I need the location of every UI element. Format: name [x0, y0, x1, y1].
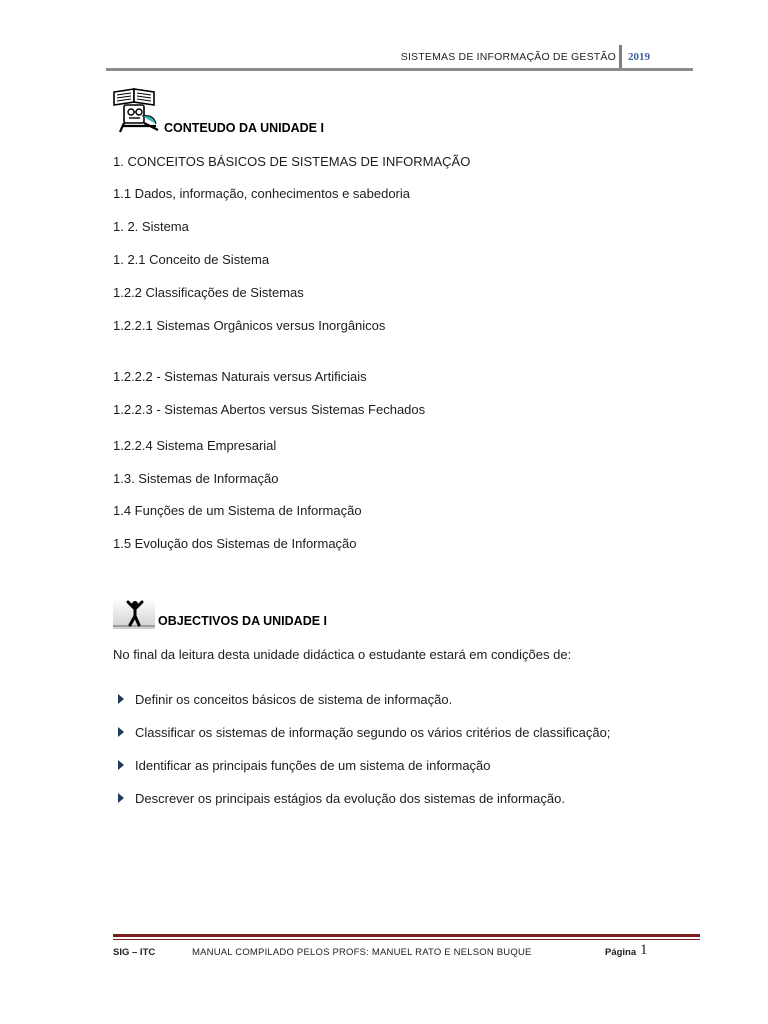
toc-item: 1. 2.1 Conceito de Sistema — [113, 252, 270, 267]
footer-rule-thin — [113, 939, 700, 940]
toc-item: 1.5 Evolução dos Sistemas de Informação — [113, 536, 357, 551]
toc-item: 1.3. Sistemas de Informação — [113, 471, 279, 486]
header-separator — [619, 45, 622, 70]
toc-item: 1.4 Funções de um Sistema de Informação — [113, 503, 362, 518]
header-year: 2019 — [628, 51, 650, 63]
footer-left: SIG – ITC — [113, 947, 156, 958]
objectives-intro: No final da leitura desta unidade didáctica o estudante estará em condições de: — [113, 647, 572, 662]
toc-item: 1.2.2.3 - Sistemas Abertos versus Sistemas Fechados — [113, 402, 426, 417]
footer-authors: MANUAL COMPILADO PELOS PROFS: MANUEL RATO E NELSON BUQUE — [192, 947, 532, 958]
bullet-arrow-icon — [118, 760, 124, 770]
objective-item: Identificar as principais funções de um sistema de informação — [135, 758, 491, 773]
section-title-conteudo: CONTEUDO DA UNIDADE I — [164, 121, 324, 135]
bullet-arrow-icon — [118, 727, 124, 737]
bullet-arrow-icon — [118, 694, 124, 704]
toc-item: 1.2.2 Classificações de Sistemas — [113, 285, 304, 300]
footer-rule — [113, 934, 700, 937]
objective-item: Classificar os sistemas de informação segundo os vários critérios de classificação; — [135, 725, 611, 740]
footer-page-label: Página — [605, 947, 637, 958]
cheering-person-icon — [113, 599, 155, 629]
objective-item: Descrever os principais estágios da evolução dos sistemas de informação. — [135, 791, 565, 806]
header-title: SISTEMAS DE INFORMAÇÃO DE GESTÃO — [400, 51, 616, 63]
footer-page-number: 1 — [640, 942, 648, 958]
toc-item: 1.1 Dados, informação, conhecimentos e sabedoria — [113, 186, 411, 201]
section-title-objectivos: OBJECTIVOS DA UNIDADE I — [158, 614, 328, 628]
objective-item: Definir os conceitos básicos de sistema de informação. — [135, 692, 453, 707]
toc-item: 1. 2. Sistema — [113, 219, 189, 234]
book-reading-icon — [112, 86, 162, 134]
bullet-arrow-icon — [118, 793, 124, 803]
header-rule — [106, 68, 693, 71]
toc-item: 1. CONCEITOS BÁSICOS DE SISTEMAS DE INFORMAÇÃO — [113, 154, 471, 169]
toc-item: 1.2.2.2 - Sistemas Naturais versus Artificiais — [113, 369, 367, 384]
toc-item: 1.2.2.4 Sistema Empresarial — [113, 438, 277, 453]
toc-item: 1.2.2.1 Sistemas Orgânicos versus Inorgânicos — [113, 318, 386, 333]
